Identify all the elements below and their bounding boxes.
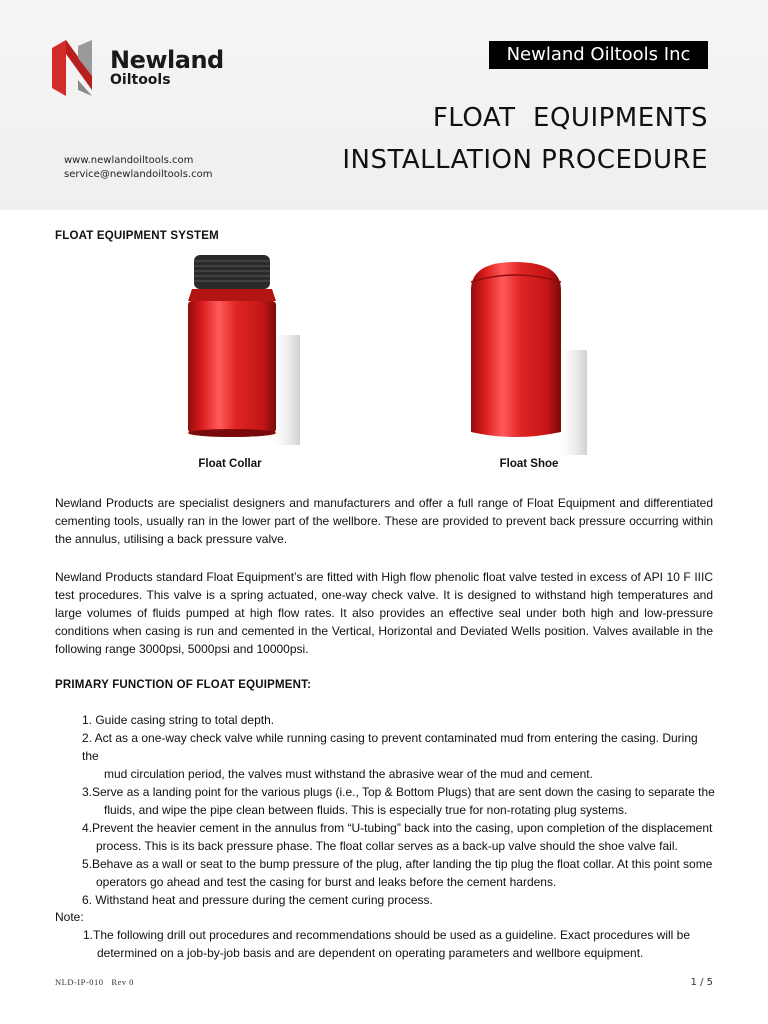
list-item: 6. Withstand heat and pressure during the cement curing process.: [82, 893, 433, 907]
float-shoe-image: [455, 260, 587, 455]
note-block: [55, 908, 715, 962]
note-label: Note:: [55, 910, 84, 924]
list-item: 3.Serve as a landing point for the various plugs (i.e., Top & Bottom Plugs) that are sent down the casing to separate the fluids, and wipe the pipe clean between fluids. This is especially true for non-rotating plug systems.: [82, 785, 715, 817]
list-item: 5.Behave as a wall or seat to the bump pressure of the plug, after landing the tip plug the float collar. At this point some operators go ahead and test the casing for burst and leaks before the cement hardens.: [82, 857, 713, 889]
float-shoe-caption: Float Shoe: [499, 458, 559, 470]
note-item: 1.The following drill out procedures and recommendations should be used as a guideline. Exact procedures will be determined on a job-by-job basis and are dependent on operating parameters and wellbore equipment.: [83, 928, 691, 960]
website-link[interactable]: www.newlandoiltools.com: [64, 155, 194, 166]
company-badge: Newland Oiltools Inc: [489, 41, 708, 69]
brand-subtitle: Oiltools: [110, 72, 171, 88]
standard-equipment-paragraph: Newland Products standard Float Equipment’s are fitted with High flow phenolic float valve tested in excess of API 10 F IIIC test procedures. This valve is a spring actuated, one-way check valve. It is designed to withstand high temperatures and large volumes of fluids pumped at high flow rates. It also provides an effective seal under both high and low-pressure conditions when casing is run and cemented in the Vertical, Horizontal and Deviated Wells position. Valves available in the following range 3000psi, 5000psi and 10000psi.: [55, 570, 713, 656]
page-number: 1 / 5: [690, 977, 713, 988]
title-line-1: FLOAT EQUIPMENTS: [432, 103, 708, 133]
primary-function-list: [55, 711, 715, 909]
section-heading-primary-function: PRIMARY FUNCTION OF FLOAT EQUIPMENT:: [55, 679, 312, 691]
brand-name: Newland: [110, 46, 224, 74]
list-item: 1. Guide casing string to total depth.: [82, 713, 275, 727]
list-item: 4.Prevent the heavier cement in the annulus from “U-tubing” back into the casing, upon completion of the displacement process. This is its back pressure phase. The float collar serves as a back-up valve should the shoe valve fail.: [82, 821, 713, 853]
section-heading-system: FLOAT EQUIPMENT SYSTEM: [55, 230, 219, 242]
float-collar-caption: Float Collar: [198, 458, 262, 470]
newland-logo-icon: [44, 40, 100, 96]
page-header: [0, 0, 768, 210]
list-item: 2. Act as a one-way check valve while running casing to prevent contaminated mud from entering the casing. During the mud circulation period, the valves must withstand the abrasive wear of the mud and cement.: [82, 731, 698, 781]
contact-info: [64, 154, 212, 182]
document-code: NLD-IP-010 Rev 0: [55, 977, 134, 987]
title-line-2: INSTALLATION PROCEDURE: [342, 145, 708, 175]
float-collar-image: [168, 255, 300, 445]
document-title: [342, 97, 708, 181]
intro-paragraph: Newland Products are specialist designers and manufacturers and offer a full range of Float Equipment and differentiated cementing tools, usually ran in the lower part of the wellbore. These are provided to prevent back pressure occurring within the annulus, utilising a back pressure valve.: [55, 496, 713, 546]
email-link[interactable]: service@newlandoiltools.com: [64, 169, 213, 180]
